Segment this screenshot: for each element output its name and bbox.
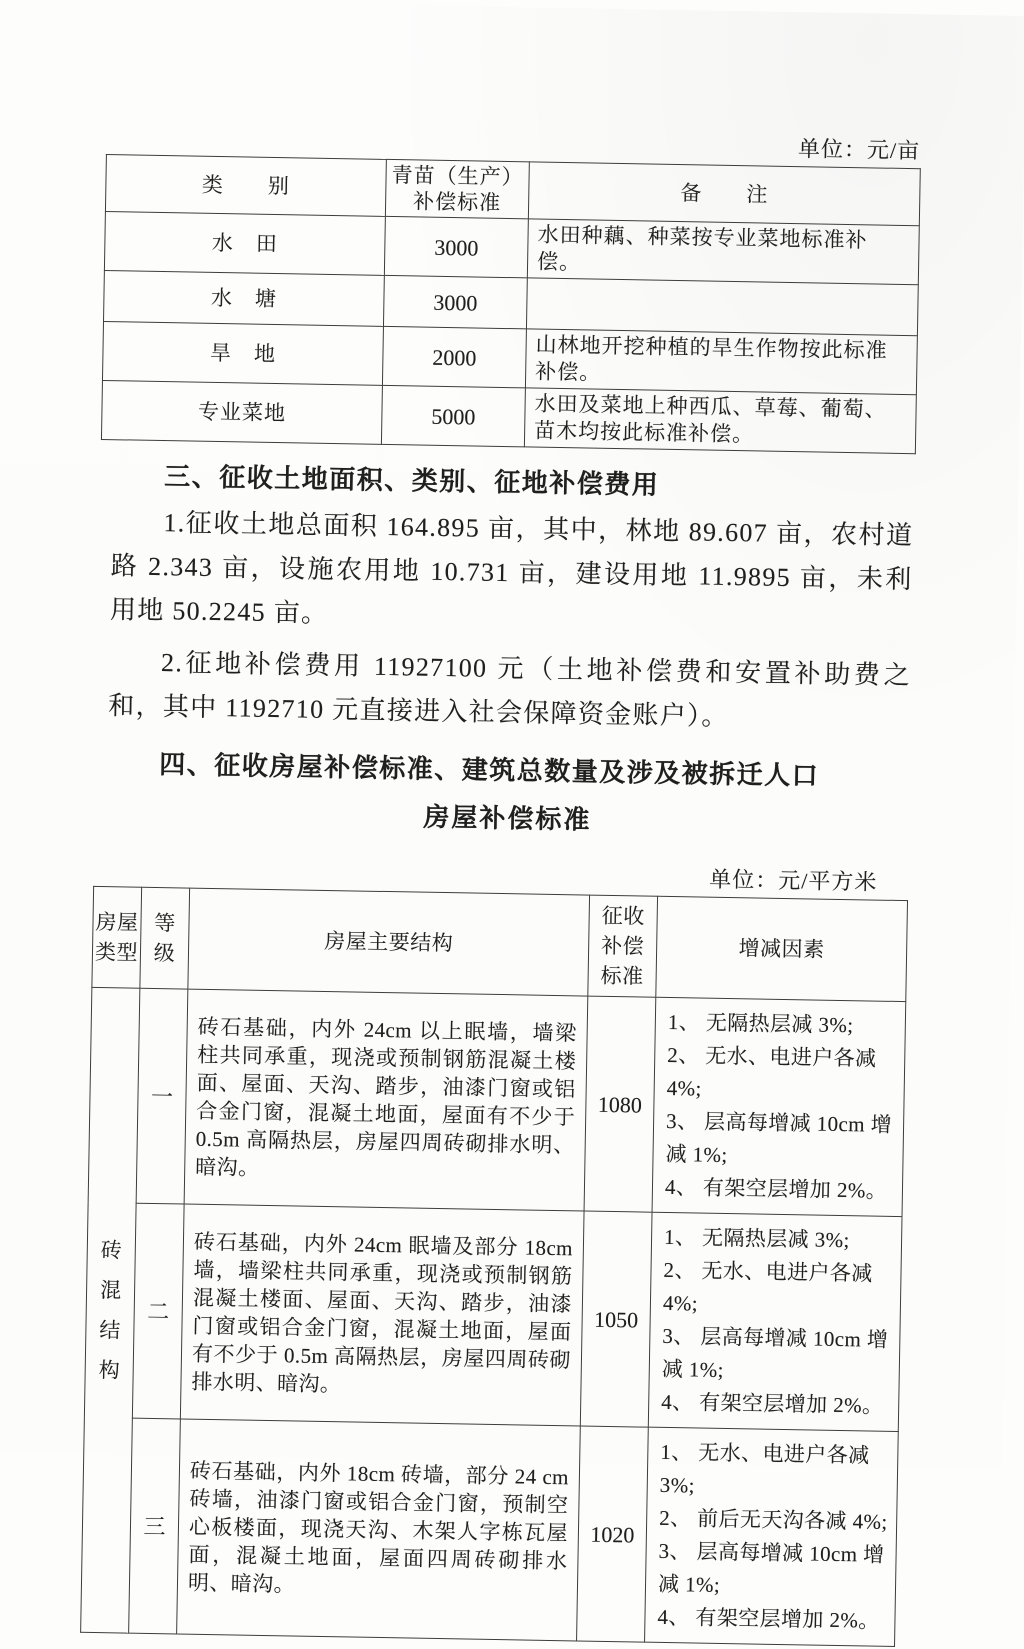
house-header-type: 房屋 类型 xyxy=(92,886,142,988)
house-header-factors: 增减因素 xyxy=(656,896,908,1001)
grade-cell: 二 xyxy=(132,1203,184,1419)
crop-header-note: 备 注 xyxy=(528,162,920,226)
house-table-unit-label: 单位：元/平方米 xyxy=(93,852,907,897)
structure-cell: 砖石基础，内外 24cm 眠墙及部分 18cm 墙，墙梁柱共同承重，现浇或预制钢筋混凝土楼面、屋面、天沟、踏步，油漆门窗或铝合金门窗，混凝土地面，屋面有不少于 0.5m 高隔热层，房屋四周砖砌排水明、暗沟。 xyxy=(180,1204,584,1426)
crop-category: 水 塘 xyxy=(104,271,385,327)
house-header-structure: 房屋主要结构 xyxy=(188,888,590,996)
structure-cell: 砖石基础，内外 18cm 砖墙，部分 24 cm 砖墙，油漆门窗或铝合金门窗，预制空心板楼面，现浇天沟、木架人字栋瓦屋面，混凝土地面，屋面四周砖砌排水明、暗沟。 xyxy=(177,1419,581,1641)
house-table-title: 房屋补偿标准 xyxy=(106,790,909,848)
house-compensation-table xyxy=(80,886,908,1647)
factor-item: 1、 无水、电进户各减 3%; xyxy=(659,1436,893,1506)
crop-standard: 3000 xyxy=(384,216,528,277)
table-header-row xyxy=(92,886,908,1001)
factor-item: 3、 层高每增减 10cm 增减 1%; xyxy=(665,1105,899,1175)
factors-cell xyxy=(648,1212,902,1431)
factor-item: 2、 无水、电进户各减 4%; xyxy=(666,1039,900,1109)
factor-item: 1、 无隔热层减 3%; xyxy=(664,1221,898,1258)
house-header-standard: 征收 补偿 标准 xyxy=(588,895,658,997)
factor-item: 3、 层高每增减 10cm 增减 1%; xyxy=(662,1320,896,1390)
crop-note: 山林地开挖种植的旱生作物按此标准补偿。 xyxy=(525,329,917,395)
crop-category: 水 田 xyxy=(104,212,385,276)
factor-item: 4、 有架空层增加 2%。 xyxy=(661,1386,895,1423)
grade-cell: 一 xyxy=(136,988,188,1204)
paragraph-land-area: 1.征收土地总面积 164.895 亩，其中，林地 89.607 亩，农村道路 2.343 亩，设施农用地 10.731 亩，建设用地 11.9895 亩，未利用地 50.2245 亩。 xyxy=(110,500,914,646)
factors-cell xyxy=(652,997,906,1216)
crop-note xyxy=(526,278,918,336)
factor-item: 4、 有架空层增加 2%。 xyxy=(657,1601,891,1638)
crop-note: 水田及菜地上种西瓜、草莓、葡萄、苗木均按此标准补偿。 xyxy=(524,388,916,454)
crop-standard: 5000 xyxy=(381,385,525,446)
factor-item: 2、 无水、电进户各减 4%; xyxy=(663,1254,897,1324)
crop-header-category: 类 别 xyxy=(105,155,386,217)
crop-category: 旱 地 xyxy=(102,322,383,386)
crop-table-unit-label: 单位：元/亩 xyxy=(106,120,920,165)
paragraph-compensation-fee: 2.征地补偿费用 11927100 元（土地补偿费和安置补助费之和，其中 1192710 元直接进入社会保障资金账户）。 xyxy=(108,640,911,742)
crop-standard: 2000 xyxy=(382,326,526,387)
standard-cell: 1080 xyxy=(584,996,656,1212)
table-row xyxy=(84,1202,902,1431)
table-row xyxy=(81,1417,899,1646)
section-heading-three: 三、征收土地面积、类别、征地补偿费用 xyxy=(112,454,915,512)
standard-cell: 1050 xyxy=(580,1211,652,1427)
crop-standard: 3000 xyxy=(383,275,527,328)
crop-header-standard: 青苗（生产） 补偿标准 xyxy=(385,159,529,218)
factor-item: 4、 有架空层增加 2%。 xyxy=(665,1171,899,1208)
standard-cell: 1020 xyxy=(577,1426,649,1642)
structure-cell: 砖石基础，内外 24cm 以上眠墙，墙梁柱共同承重，现浇或预制钢筋混凝土楼面、屋面、天沟、踏步，油漆门窗或铝合金门窗，混凝土地面，屋面有不少于 0.5m 高隔热层，房屋四周砖砌排水明、暗沟。 xyxy=(184,989,588,1211)
section-heading-four: 四、征收房屋补偿标准、建筑总数量及涉及被拆迁人口 xyxy=(107,742,910,800)
house-header-grade: 等 级 xyxy=(140,887,190,989)
house-type-cell: 砖 混 结 构 xyxy=(81,987,140,1633)
crop-note: 水田种藕、种菜按专业菜地标准补偿。 xyxy=(527,219,919,285)
crop-category: 专业菜地 xyxy=(101,380,382,444)
factor-item: 2、 前后无天沟各减 4%; xyxy=(659,1502,893,1539)
table-row xyxy=(88,987,906,1216)
factor-item: 3、 层高每增减 10cm 增减 1%; xyxy=(658,1535,892,1605)
grade-cell: 三 xyxy=(129,1418,181,1634)
factors-cell xyxy=(645,1427,899,1646)
crop-compensation-table xyxy=(101,154,921,454)
factor-item: 1、 无隔热层减 3%; xyxy=(668,1006,902,1043)
